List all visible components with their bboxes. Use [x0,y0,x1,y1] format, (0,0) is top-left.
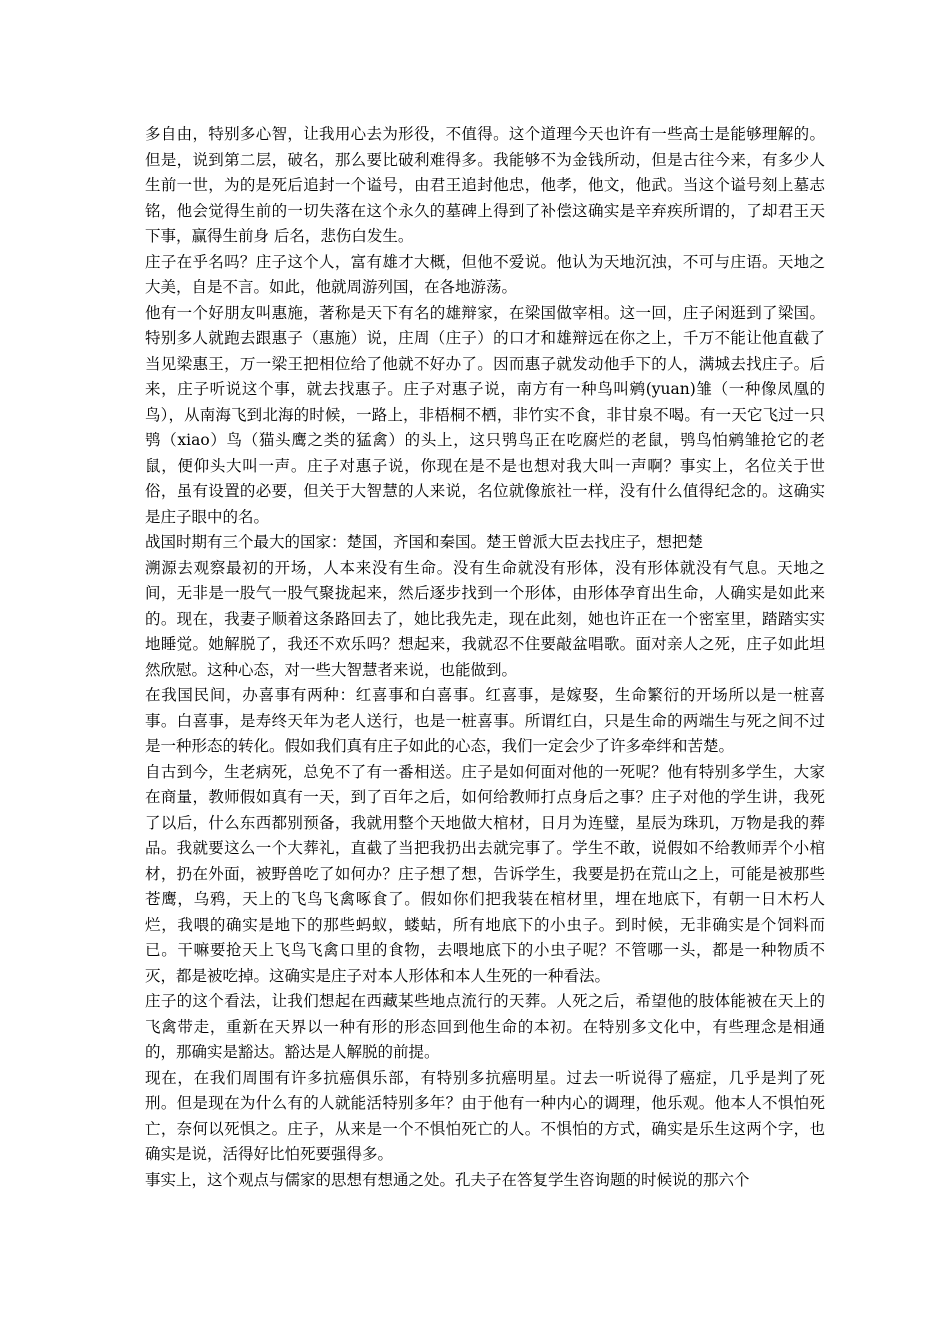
paragraph-7: 自古到今，生老病死，总免不了有一番相送。庄子是如何面对他的一死呢？他有特别多学生，大家在商量，教师假如真有一天，到了百年之后，如何给教师打点身后之事？庄子对他的学生讲，我死了以后，什么东西都别预备，我就用整个天地做大棺材，日月为连璧，星辰为珠玑，万物是我的葬品。我就要这么一个大葬礼，直截了当把我扔出去就完事了。学生不敢，说假如不给教师弄个小棺材，扔在外面，被野兽吃了如何办？庄子想了想，告诉学生，我要是扔在荒山之上，可能是被那些苍鹰，乌鸦，天上的飞鸟飞禽啄食了。假如你们把我装在棺材里，埋在地底下，有朝一日木朽人烂，我喂的确实是地下的那些蚂蚁，蝼蛄，所有地底下的小虫子。到时候，无非确实是个饲料而已。干嘛要抢天上飞鸟飞禽口里的食物，去喂地底下的小虫子呢？不管哪一头，都是一种物质不灭，都是被吃掉。这确实是庄子对本人形体和本人生死的一种看法。 [145,762,825,985]
paragraph-10: 事实上，这个观点与儒家的思想有想通之处。孔夫子在答复学生咨询题的时候说的那六个 [145,1170,750,1189]
paragraph-2: 庄子在乎名吗？庄子这个人，富有雄才大概，但他不爱说。他认为天地沉浊，不可与庄语。天地之大美，自是不言。如此，他就周游列国，在各地游荡。 [145,252,825,296]
paragraph-5: 溯源去观察最初的开场，人本来没有生命。没有生命就没有形体，没有形体就没有气息。天地之间，无非是一股气一股气聚拢起来，然后逐步找到一个形体，由形体孕育出生命，人确实是如此来的。现在，我妻子顺着这条路回去了，她比我先走，现在此刻，她也许正在一个密室里，踏踏实实地睡觉。她解脱了，我还不欢乐吗？想起来，我就忍不住要敲盆唱歌。面对亲人之死，庄子如此坦然欣慰。这种心态，对一些大智慧者来说，也能做到。 [145,558,825,679]
paragraph-6: 在我国民间，办喜事有两种：红喜事和白喜事。红喜事，是嫁娶，生命繁衍的开场所以是一桩喜事。白喜事，是寿终天年为老人送行，也是一桩喜事。所谓红白，只是生命的两端生与死之间不过是一种形态的转化。假如我们真有庄子如此的心态，我们一定会少了许多牵绊和苦楚。 [145,686,825,755]
paragraph-4: 战国时期有三个最大的国家：楚国，齐国和秦国。楚王曾派大臣去找庄子，想把楚 [145,533,704,551]
paragraph-1: 多自由，特别多心智，让我用心去为形役，不值得。这个道理今天也许有一些高士是能够理解的。但是，说到第二层，破名，那么要比破利难得多。我能够不为金钱所动，但是古往今来，有多少人生前一世，为的是死后追封一个谥号，由君王追封他忠，他孝，他文，他武。当这个谥号刻上墓志铭，他会觉得生前的一切失落在这个永久的墓碑上得到了补偿这确实是辛弃疾所谓的，了却君王天下事，赢得生前身 后名，悲伤白发生。 [145,125,825,245]
paragraph-8: 庄子的这个看法，让我们想起在西藏某些地点流行的天葬。人死之后，希望他的肢体能被在天上的飞禽带走，重新在天界以一种有形的形态回到他生命的本初。在特别多文化中，有些理念是相通的，那确实是豁达。豁达是人解脱的前提。 [145,992,825,1061]
paragraph-9: 现在，在我们周围有许多抗癌俱乐部，有特别多抗癌明星。过去一听说得了癌症，几乎是判了死刑。但是现在为什么有的人就能活特别多年？由于他有一种内心的调理，他乐观。他本人不惧怕死亡，奈何以死惧之。庄子，从来是一个不惧怕死亡的人。不惧怕的方式，确实是乐生这两个字，也确实是说，活得好比怕死要强得多。 [145,1068,825,1163]
paragraph-3: 他有一个好朋友叫惠施，著称是天下有名的雄辩家，在梁国做宰相。这一回，庄子闲逛到了梁国。特别多人就跑去跟惠子（惠施）说，庄周（庄子）的口才和雄辩远在你之上，千万不能让他直截了当见梁惠王，万一梁王把相位给了他就不好办了。因而惠子就发动他手下的人，满城去找庄子。后来，庄子听说这个事，就去找惠子。庄子对惠子说，南方有一种鸟叫鹓(yuan)雏（一种像凤凰的鸟），从南海飞到北海的时候，一路上，非梧桐不栖，非竹实不食，非甘泉不喝。有一天它飞过一只鸮（xiao）鸟（猫头鹰之类的猛禽）的头上，这只鸮鸟正在吃腐烂的老鼠，鸮鸟怕鹓雏抢它的老鼠，便仰头大叫一声。庄子对惠子说，你现在是不是也想对我大叫一声啊？事实上，名位关于世俗，虽有设置的必要，但关于大智慧的人来说，名位就像旅社一样，没有什么值得纪念的。这确实是庄子眼中的名。 [145,303,825,526]
document-body [145,122,825,1193]
